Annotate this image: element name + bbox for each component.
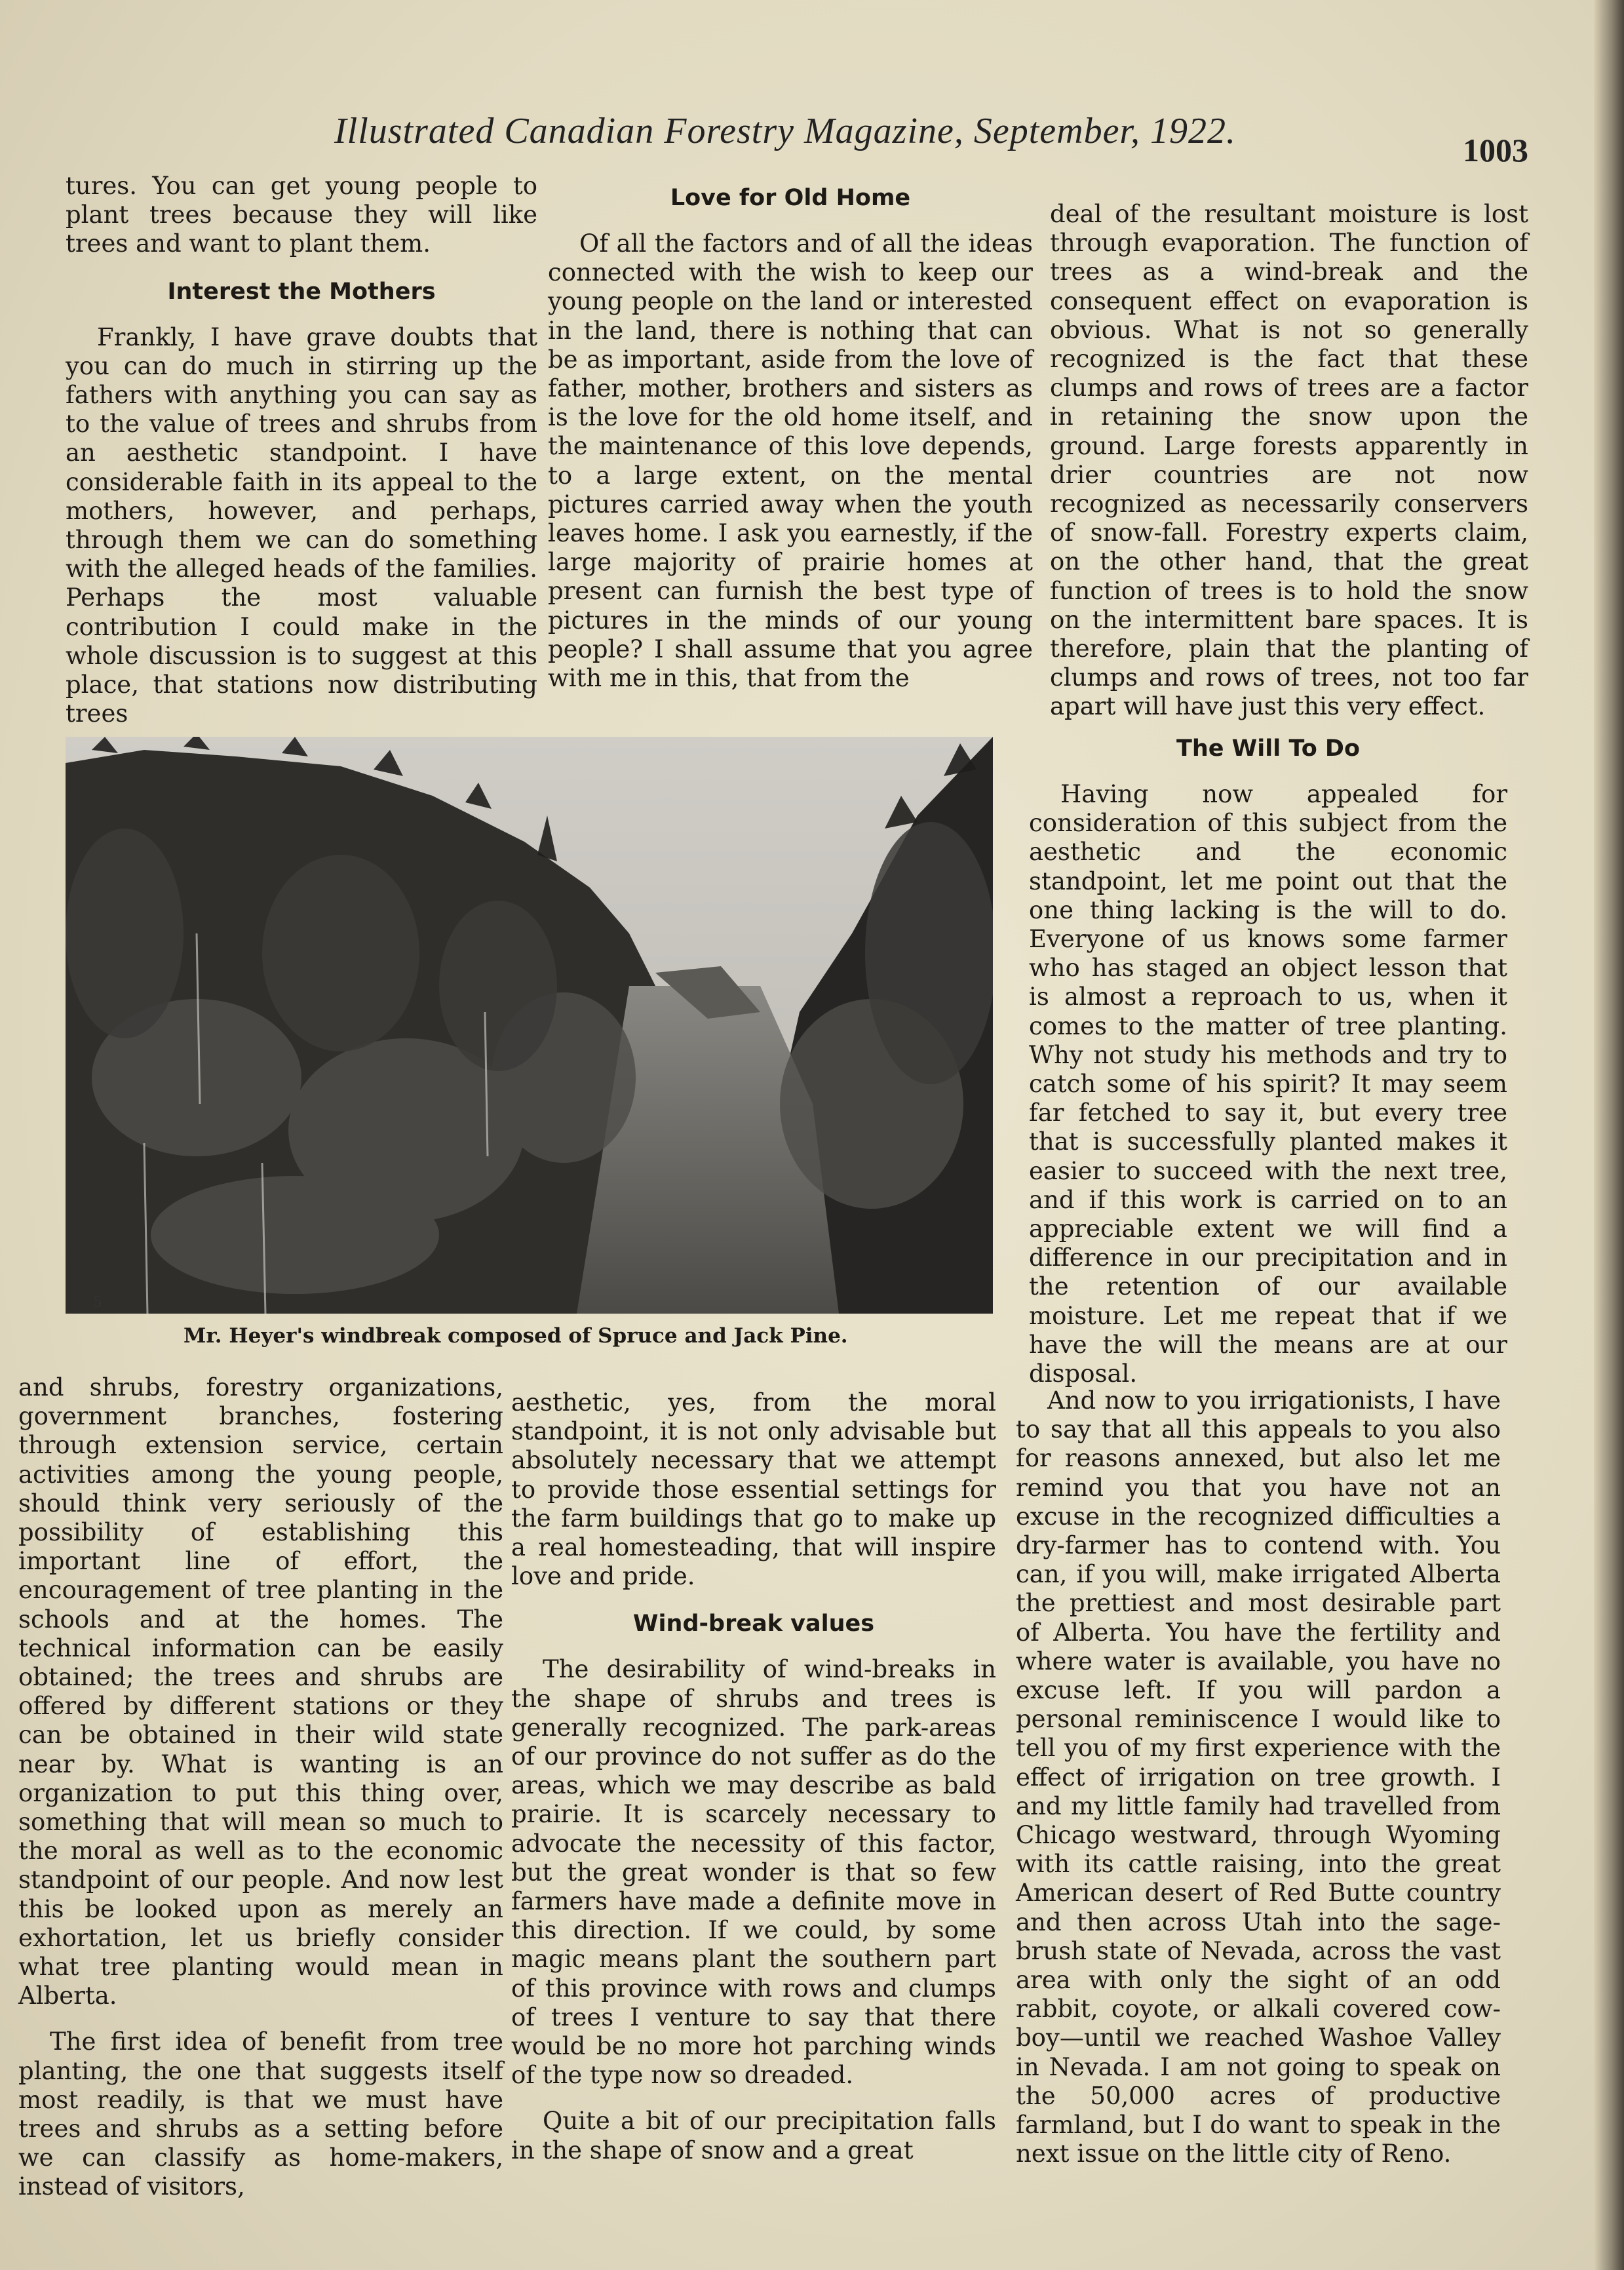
paragraph: aesthetic, yes, from the moral standpoint, it is not only advisable but absolutely necessary that we attempt to provide those essential settings for the farm buildings that go to make up a real homesteading, that will inspire love and pride. (511, 1388, 996, 1591)
page-number: 1003 (1463, 132, 1528, 168)
section-heading: Interest the Mothers (167, 278, 436, 305)
section-heading: Love for Old Home (670, 185, 911, 211)
paragraph: And now to you irrigationists, I have to say that all this appeals to you also for reasons annexed, but also let me remind you that you have not an excuse in the recognized difficulties a dry-farmer has to contend with. You can, if you will, make irrigated Alberta the prettiest and most desirable part of Alberta. You have the fertility and where water is available, you have no excuse left. If you will pardon a personal reminiscence I would like to tell you of my first experience with the effect of irrigation on tree growth. I and my little family had travelled from Chicago westward, through Wyoming with its cattle raising, into the great American desert of Red Butte country and then across Utah into the sage-brush state of Nevada, across the vast area with only the sight of an odd rabbit, coyote, or alkali covered cow-boy—until we reached Washoe Valley in Nevada. I am not going to speak on the 50,000 acres of productive farmland, but I do want to speak in the next issue on the little city of Reno. (1016, 1386, 1501, 2168)
column-right-middle (1029, 734, 1507, 1388)
paragraph: Of all the factors and of all the ideas connected with the wish to keep our young people on the land or interested in the land, there is nothing that can be as important, aside from the love of father, mother, brothers and sisters as is the love for the old home itself, and the maintenance of this love depends, to a large extent, on the mental pictures carried away when the youth leaves home. I ask you earnestly, if the large majority of prairie homes at present can furnish the best type of pictures in the minds of our young people? I shall assume that you agree with me in this, that from the (548, 229, 1033, 693)
paragraph: The first idea of benefit from tree planting, the one that suggests itself most readily, is that we must have trees and shrubs as a setting before we can classify as home-makers, instead of visitors, (18, 2027, 503, 2201)
column-top-middle (548, 184, 1033, 693)
column-bottom-right (1016, 1386, 1501, 2168)
paragraph: The desirability of wind-breaks in the shape of shrubs and trees is generally recognized. The park-areas of our province do not suffer as do the areas, which we may describe as bald prairie. It is scarcely necessary to advocate the necessity of this factor, but the great wonder is that so few farmers have made a definite move in this direction. If we could, by some magic means plant the southern part of this province with rows and clumps of trees I venture to say that there would be no more hot parching winds of the type now so dreaded. (511, 1655, 996, 2090)
running-header: Illustrated Canadian Forestry Magazine, September, 1922. (334, 111, 1237, 151)
paragraph: deal of the resultant moisture is lost through evaporation. The function of trees as a wind-break and the consequent effect on evaporation is obvious. What is not so generally recognized is the fact that these clumps and rows of trees are a factor in retaining the snow upon the ground. Large forests apparently in drier countries are not now recognized as necessarily conservers of snow-fall. Forestry experts claim, on the other hand, that the great function of trees is to hold the snow on the intermittent bare spaces. It is therefore, plain that the planting of clumps and rows of trees, not too far apart will have just this very effect. (1050, 200, 1528, 721)
column-bottom-left (18, 1373, 503, 2202)
paragraph: and shrubs, forestry organizations, government branches, fostering through extension service, certain activities among the young people, should think very seriously of the possibility of establishing this important line of effort, the encouragement of tree planting in the schools and at the homes. The technical information can be easily obtained; the trees and shrubs are offered by different stations or they can be obtained in their wild state near by. What is wanting is an organization to put this thing over, something that will mean so much to the moral as well as to the economic standpoint of our people. And now lest this be looked upon as merely an exhortation, let us briefly consider what tree planting would mean in Alberta. (18, 1373, 503, 2010)
windbreak-photograph (66, 737, 993, 1314)
column-top-right (1050, 200, 1528, 722)
column-top-left (66, 172, 537, 728)
plate-number: 5 (93, 1295, 102, 1311)
paragraph: Having now appealed for consideration of this subject from the aesthetic and the economic standpoint, let me point out that the one thing lacking is the will to do. Everyone of us knows some farmer who has staged an object lesson that is almost a reproach to us, when it comes to the matter of tree planting. Why not study his methods and try to catch some of his spirit? It may seem far fetched to say it, but every tree that is successfully planted makes it easier to succeed with the next tree, and if this work is carried on to an appreciable extent we will find a difference in our precipitation and in the retention of our available moisture. Let me repeat that if we have the will the means are at our disposal. (1029, 780, 1507, 1388)
section-heading: The Will To Do (1176, 735, 1361, 762)
section-heading: Wind-break values (632, 1611, 875, 1637)
column-bottom-middle (511, 1388, 996, 2165)
paragraph: Quite a bit of our precipitation falls in the shape of snow and a great (511, 2107, 996, 2164)
paragraph: Frankly, I have grave doubts that you can do much in stirring up the fathers with anything you can say as to the value of trees and shrubs from an aesthetic standpoint. I have considerable faith in its appeal to the mothers, however, and perhaps, through them we can do something with the alleged heads of the families. Perhaps the most valuable contribution I could make in the whole discussion is to suggest at this place, that stations now distributing trees (66, 323, 537, 728)
book-spine-shadow (1594, 0, 1624, 2270)
paragraph: tures. You can get young people to plant trees because they will like trees and want to plant them. (66, 172, 537, 258)
photo-illustration (66, 737, 993, 1314)
photo-caption: Mr. Heyer's windbreak composed of Spruce and Jack Pine. (184, 1324, 848, 1348)
